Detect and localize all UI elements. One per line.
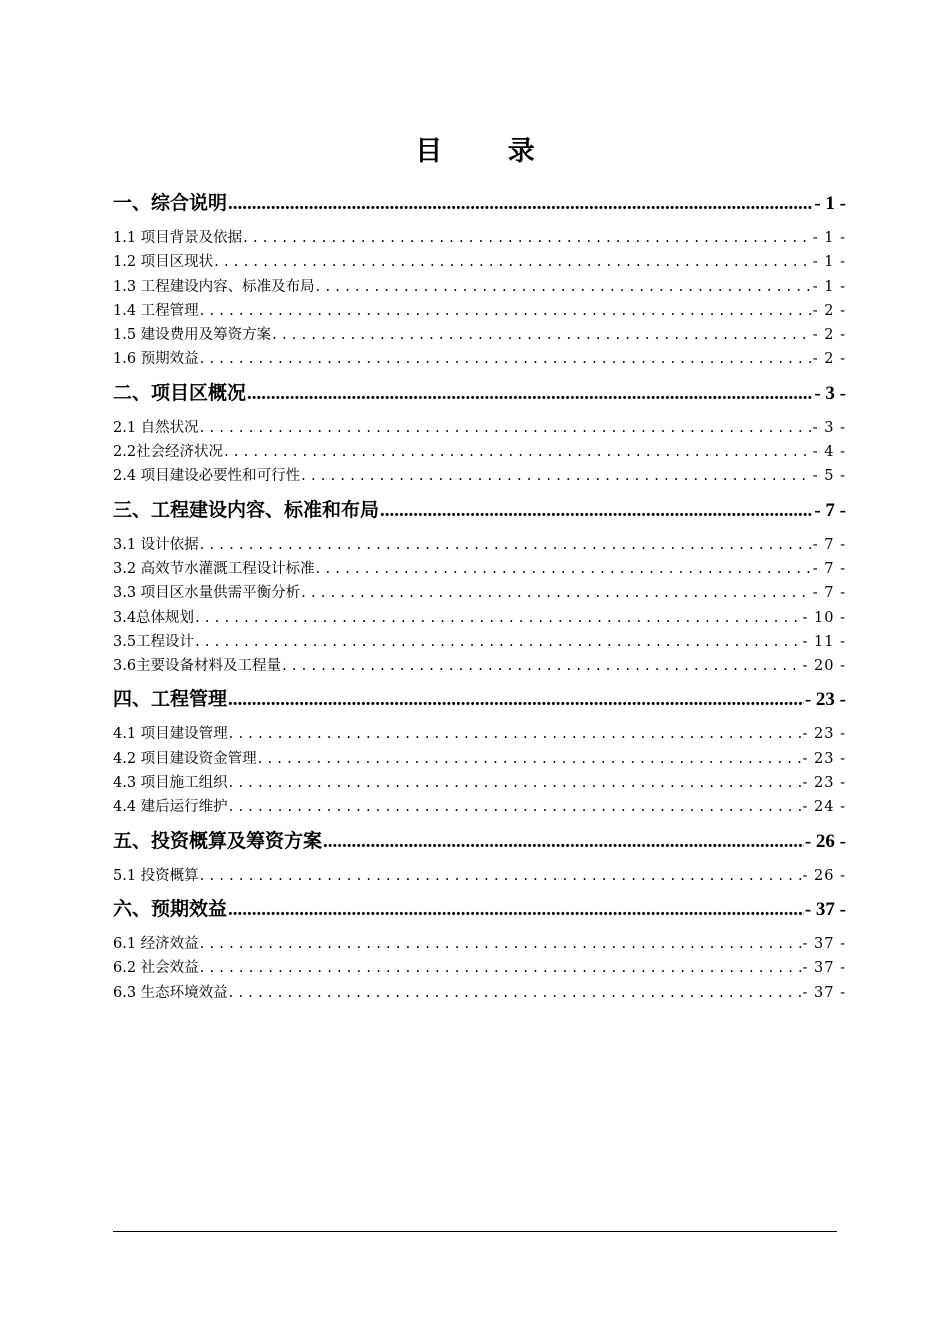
toc-entry[interactable] [113, 771, 846, 795]
toc-page-number: - 3 - [812, 419, 846, 436]
dot-leader [243, 226, 812, 250]
dot-leader [228, 184, 813, 222]
toc-entry[interactable] [113, 275, 846, 299]
toc-entry-label: 6.3 生态环境效益 [113, 984, 228, 1001]
toc-entry[interactable] [113, 654, 846, 678]
toc-page-number: - 23 - [802, 775, 846, 792]
toc-entry-label: 4.3 项目施工组织 [113, 775, 228, 792]
toc-entry-label: 3.1 设计依据 [113, 536, 199, 553]
toc-section[interactable] [113, 890, 846, 928]
toc-page-number: - 11 - [802, 633, 846, 650]
toc-page-number: - 5 - [812, 468, 846, 485]
toc-entry-label: 1.4 工程管理 [113, 302, 199, 319]
toc-entry-label: 6.2 社会效益 [113, 960, 199, 977]
toc-entry-label: 2.4 项目建设必要性和可行性 [113, 468, 301, 485]
toc-page-number: - 26 - [804, 830, 846, 852]
toc-entry-label: 4.4 建后运行维护 [113, 799, 228, 816]
dot-leader [200, 299, 812, 323]
toc-page-number: - 7 - [812, 585, 846, 602]
toc-entry-label: 5.1 投资概算 [113, 867, 199, 884]
toc-entry[interactable] [113, 464, 846, 488]
toc-entry[interactable] [113, 557, 846, 581]
toc-entry[interactable] [113, 864, 846, 888]
toc-page-number: - 37 - [804, 898, 846, 920]
toc-page-number: - 2 - [812, 351, 846, 368]
dot-leader [282, 654, 801, 678]
dot-leader [200, 864, 802, 888]
toc-entry-label: 3.6主要设备材料及工程量 [113, 658, 282, 675]
dot-leader [195, 606, 801, 630]
toc-entry-label: 4.2 项目建设资金管理 [113, 750, 257, 767]
footer-divider [113, 1231, 837, 1232]
dot-leader [272, 323, 812, 347]
toc-entry-label: 6.1 经济效益 [113, 935, 199, 952]
toc-entry[interactable] [113, 747, 846, 771]
toc-page-number: - 2 - [812, 327, 846, 344]
toc-section[interactable] [113, 491, 846, 529]
toc-section-label: 二、项目区概况 [113, 381, 247, 404]
toc-entry[interactable] [113, 440, 846, 464]
toc-entry-label: 3.2 高效节水灌溉工程设计标准 [113, 560, 315, 577]
toc-entry[interactable] [113, 630, 846, 654]
toc-page-number: - 23 - [804, 689, 846, 711]
toc-page-number: - 23 - [802, 750, 846, 767]
toc-page-number: - 37 - [802, 984, 846, 1001]
toc-page-number: - 10 - [802, 609, 846, 626]
toc-page-number: - 1 - [812, 278, 846, 295]
dot-leader [316, 275, 812, 299]
toc-section-label: 六、预期效益 [113, 897, 228, 920]
dot-leader [247, 374, 813, 412]
dot-leader [380, 491, 813, 529]
dot-leader [229, 981, 802, 1005]
toc-page-number: - 26 - [802, 867, 846, 884]
toc-page-number: - 1 - [814, 193, 846, 214]
dot-leader [228, 680, 804, 718]
toc-section[interactable] [113, 822, 846, 860]
toc-entry-label: 3.5工程设计 [113, 633, 195, 650]
toc-page-number: - 7 - [814, 499, 846, 521]
toc-section[interactable] [113, 680, 846, 718]
toc-entry[interactable] [113, 226, 846, 250]
toc-entry[interactable] [113, 981, 846, 1005]
toc-entry[interactable] [113, 347, 846, 371]
toc-entry[interactable] [113, 250, 846, 274]
toc-entry[interactable] [113, 956, 846, 980]
dot-leader [316, 557, 812, 581]
toc-entry-label: 3.4总体规划 [113, 609, 195, 626]
toc-entry[interactable] [113, 323, 846, 347]
dot-leader [214, 250, 812, 274]
toc-section-label: 四、工程管理 [113, 688, 228, 711]
toc-entry[interactable] [113, 722, 846, 746]
dot-leader [228, 890, 804, 928]
dot-leader [200, 956, 802, 980]
toc-page-number: - 20 - [802, 658, 846, 675]
dot-leader [301, 581, 812, 605]
toc-section-label: 五、投资概算及筹资方案 [113, 829, 323, 852]
toc-entry-label: 1.6 预期效益 [113, 351, 199, 368]
toc-page-number: - 7 - [812, 560, 846, 577]
toc-page-number: - 2 - [812, 302, 846, 319]
toc-section-label: 三、工程建设内容、标准和布局 [113, 498, 380, 521]
toc-page-number: - 37 - [802, 935, 846, 952]
toc-entry[interactable] [113, 581, 846, 605]
toc-entry-label: 1.2 项目区现状 [113, 254, 214, 271]
toc-title: 目 录 [415, 136, 563, 167]
dot-leader [229, 771, 802, 795]
dot-leader [200, 932, 802, 956]
table-of-contents [113, 184, 846, 1005]
dot-leader [200, 347, 812, 371]
dot-leader [200, 533, 812, 557]
toc-page-number: - 1 - [812, 230, 846, 246]
dot-leader [195, 630, 801, 654]
toc-section[interactable] [113, 374, 846, 412]
dot-leader [323, 822, 804, 860]
toc-entry-label: 2.1 自然状况 [113, 419, 199, 436]
toc-page-number: - 37 - [802, 960, 846, 977]
dot-leader [229, 722, 802, 746]
dot-leader [224, 440, 812, 464]
toc-entry[interactable] [113, 795, 846, 819]
toc-page-number: - 4 - [812, 444, 846, 461]
toc-entry[interactable] [113, 299, 846, 323]
dot-leader [301, 464, 812, 488]
toc-page-number: - 24 - [802, 799, 846, 816]
toc-entry[interactable] [113, 606, 846, 630]
dot-leader [229, 795, 802, 819]
toc-page-number: - 1 - [812, 254, 846, 271]
toc-entry-label: 1.3 工程建设内容、标准及布局 [113, 278, 315, 295]
toc-entry-label: 2.2社会经济状况 [113, 444, 224, 461]
toc-entry[interactable] [113, 416, 846, 440]
toc-page-number: - 3 - [814, 382, 846, 404]
toc-entry-label: 1.5 建设费用及筹资方案 [113, 327, 272, 344]
toc-entry[interactable] [113, 533, 846, 557]
toc-entry-label: 3.3 项目区水量供需平衡分析 [113, 585, 301, 602]
toc-entry[interactable] [113, 932, 846, 956]
dot-leader [200, 416, 812, 440]
toc-section-label: 一、综合说明 [113, 192, 228, 214]
dot-leader [258, 747, 802, 771]
toc-page-number: - 7 - [812, 536, 846, 553]
toc-entry-label: 1.1 项目背景及依据 [113, 230, 243, 246]
toc-section[interactable] [113, 184, 846, 222]
toc-page-number: - 23 - [802, 726, 846, 743]
toc-entry-label: 4.1 项目建设管理 [113, 726, 228, 743]
